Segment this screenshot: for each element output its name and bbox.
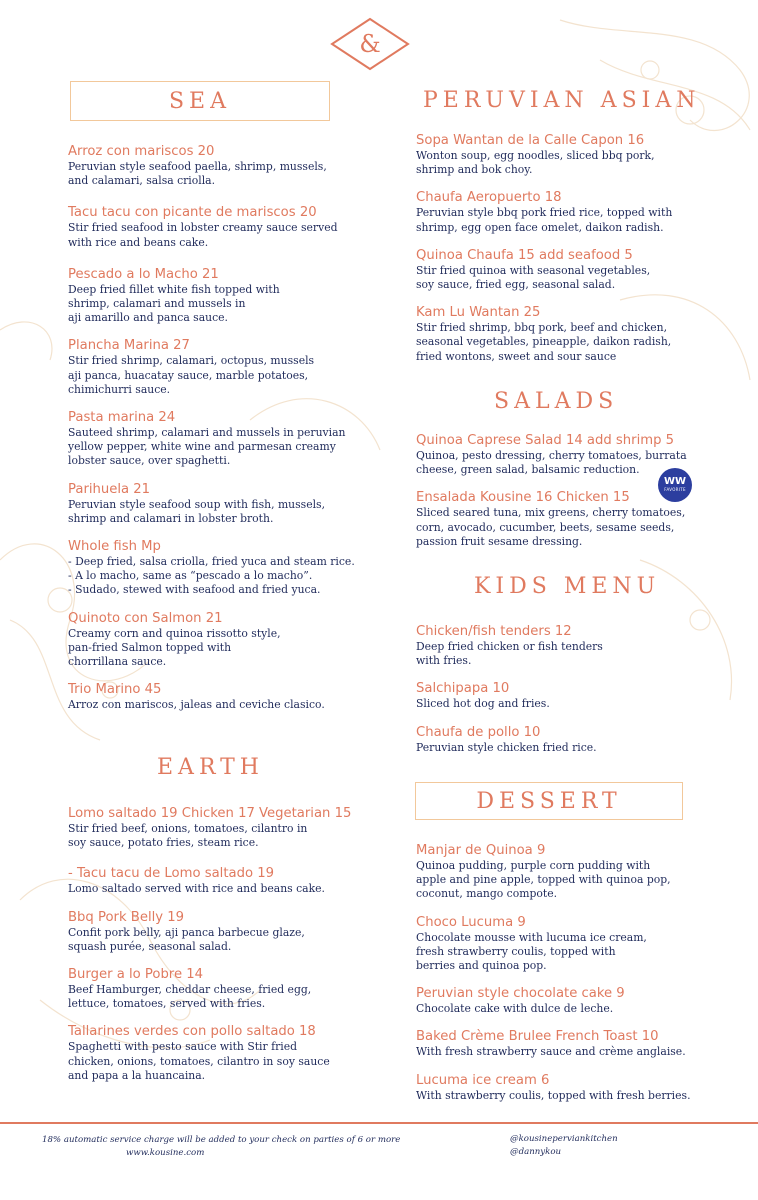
item-name: Lucuma ice cream 6 [416,1072,550,1088]
item-desc-line: Deep fried fillet white fish topped with [68,282,280,296]
item-desc-line: and papa a la huancaina. [68,1068,206,1082]
item-desc-line: Stir fried seafood in lobster creamy sauce served [68,221,338,235]
menu-item [68,410,355,469]
ampersand-logo-mark: & [359,30,381,58]
item-desc-line: lettuce, tomatoes, served with fries. [68,997,266,1011]
sea-title-text: SEA [168,88,232,114]
restaurant-logo [330,17,410,71]
item-desc-line: Creamy corn and quinoa rissotto style, [68,626,281,640]
menu-item [68,806,351,850]
item-name: Tallarines verdes con pollo saltado 18 [68,1024,316,1040]
menu-item [416,915,691,974]
footer-divider [0,1122,758,1124]
service-charge-note: 18% automatic service charge will be added to your check on parties of 6 or more [42,1135,401,1145]
item-desc-line: fried wontons, sweet and sour sauce [416,349,617,363]
item-desc-line: Beef Hamburger, cheddar cheese, fried egg, [68,983,312,997]
item-desc-line: Wonton soup, egg noodles, sliced bbq pork, [416,149,655,162]
item-name: Choco Lucuma 9 [416,914,526,930]
item-desc-line: Chocolate cake with dulce de leche. [416,1002,614,1016]
item-desc-line: apple and pine apple, topped with quinoa pop, [416,873,671,887]
menu-item [416,986,691,1016]
item-name: Sopa Wantan de la Calle Capon 16 [416,133,645,148]
menu-item [68,910,351,954]
item-desc-line: soy sauce, potato fries, steam rice. [68,836,259,850]
item-name: Tacu tacu con picante de mariscos 20 [68,205,317,221]
item-desc-line: shrimp, egg open face omelet, daikon radish. [416,220,664,234]
item-desc-line: berries and quinoa pop. [416,959,547,973]
item-name: Chaufa de pollo 10 [416,724,541,740]
item-desc-line: and calamari, salsa criolla. [68,174,216,188]
kids-menu-section-title: KIDS MENU [474,574,661,599]
item-name: Chaufa Aeropuerto 18 [416,190,562,206]
earth-section-title: EARTH [157,755,264,780]
item-desc-line: - A lo macho, same as “pescado a lo macho”. [68,569,313,583]
menu-item [68,866,351,896]
item-name: - Tacu tacu de Lomo saltado 19 [68,866,275,882]
item-desc-line: with rice and beans cake. [68,235,209,249]
item-name: Plancha Marina 27 [68,338,190,354]
item-desc-line: - Deep fried, salsa criolla, fried yuca and steam rice. [68,555,355,569]
salads-menu-list [416,433,687,549]
item-name: Parihuela 21 [68,481,151,497]
item-desc-line: - Sudado, stewed with seafood and fried yuca. [68,583,321,597]
item-name: Burger a lo Pobre 14 [68,967,204,983]
menu-item [68,682,355,712]
ww-badge-caption: FAVORITE [664,487,686,492]
item-name: Chicken/fish tenders 12 [416,624,572,639]
item-name: Manjar de Quinoa 9 [416,843,546,858]
item-desc-line: Stir fried shrimp, calamari, octopus, mussels [68,354,315,368]
item-desc-line: Peruvian style seafood paella, shrimp, mussels, [68,160,327,173]
item-name: Trio Marino 45 [68,682,162,698]
menu-item [68,205,355,249]
item-desc-line: pan-fried Salmon topped with [68,640,232,654]
item-desc-line: aji panca, huacatay sauce, marble potatoes, [68,368,309,382]
menu-item [416,1029,691,1059]
menu-item [416,190,672,234]
sea-menu-list [68,144,355,712]
menu-item [416,133,672,177]
menu-item [416,433,687,477]
item-desc-line: with fries. [416,654,472,668]
item-desc-line: coconut, mango compote. [416,887,558,901]
earth-menu-list [68,806,351,1083]
kids-menu-list [416,624,603,755]
item-name: Quinoa Caprese Salad 14 add shrimp 5 [416,433,675,448]
item-name: Lomo saltado 19 Chicken 17 Vegetarian 15 [68,806,352,821]
menu-item [68,1024,351,1083]
menu-item [416,725,603,755]
item-desc-line: seasonal vegetables, pineapple, daikon radish, [416,335,672,349]
item-name: Kam Lu Wantan 25 [416,305,541,321]
dessert-title-text: DESSERT [476,788,622,814]
menu-item [416,624,603,668]
menu-item [416,490,687,549]
menu-item [416,248,672,292]
menu-item [416,843,691,902]
peruvian-asian-section-title: PERUVIAN ASIAN [423,88,701,113]
menu-item [416,1073,691,1103]
item-desc-line: shrimp and calamari in lobster broth. [68,511,274,525]
item-desc-line: Sliced seared tuna, mix greens, cherry tomatoes, [416,506,686,520]
item-desc-line: chorrillana sauce. [68,655,167,669]
item-desc-line: fresh strawberry coulis, topped with [416,944,616,958]
item-desc-line: Arroz con mariscos, jaleas and ceviche clasico. [68,698,325,712]
item-desc-line: Peruvian style chicken fried rice. [416,740,597,754]
menu-item [68,539,355,598]
item-desc-line: soy sauce, fried egg, seasonal salad. [416,278,616,292]
item-name: Pescado a lo Macho 21 [68,266,219,282]
website-link[interactable]: www.kousine.com [126,1148,205,1158]
item-name: Pasta marina 24 [68,410,176,426]
item-desc-line: aji amarillo and panca sauce. [68,311,228,325]
menu-item [68,144,355,188]
item-desc-line: Stir fried quinoa with seasonal vegetables, [416,263,651,277]
sea-section-title [70,81,330,121]
item-desc-line: squash purée, seasonal salad. [68,939,232,953]
item-desc-line: Spaghetti with pesto sauce with Stir fried [68,1040,298,1054]
peruvian-asian-menu-list [416,133,672,364]
item-desc-line: With fresh strawberry sauce and crème anglaise. [416,1045,686,1059]
item-desc-line: Deep fried chicken or fish tenders [416,640,603,653]
item-desc-line: lobster sauce, over spaghetti. [68,454,231,468]
item-name: Peruvian style chocolate cake 9 [416,986,625,1002]
menu-item [416,305,672,364]
chef-handle[interactable]: @dannykou [510,1147,562,1157]
menu-item [68,967,351,1011]
item-desc-line: Quinoa pudding, purple corn pudding with [416,859,651,872]
item-name: Whole fish Mp [68,539,161,555]
ww-favorite-badge [658,468,692,502]
item-desc-line: Peruvian style seafood soup with fish, mussels, [68,497,326,511]
dessert-menu-list [416,843,691,1103]
salads-section-title: SALADS [494,389,619,414]
item-name: Arroz con mariscos 20 [68,144,215,159]
item-desc-line: Chocolate mousse with lucuma ice cream, [416,930,647,944]
item-name: Ensalada Kousine 16 Chicken 15 [416,490,630,506]
item-desc-line: Confit pork belly, aji panca barbecue glaze, [68,925,305,939]
item-desc-line: yellow pepper, white wine and parmesan creamy [68,440,336,454]
item-desc-line: With strawberry coulis, topped with fresh berries. [416,1088,691,1102]
item-name: Baked Crème Brulee French Toast 10 [416,1029,659,1045]
item-desc-line: Quinoa, pesto dressing, cherry tomatoes, burrata [416,449,687,462]
ww-badge-mark: WW [663,476,687,487]
item-desc-line: chicken, onions, tomatoes, cilantro in soy sauce [68,1054,330,1068]
item-desc-line: shrimp and bok choy. [416,163,533,177]
item-name: Bbq Pork Belly 19 [68,909,185,925]
menu-item [416,681,603,711]
item-desc-line: Stir fried beef, onions, tomatoes, cilantro in [68,822,308,835]
item-name: Quinoa Chaufa 15 add seafood 5 [416,247,633,263]
item-desc-line: Lomo saltado served with rice and beans cake. [68,882,325,896]
dessert-section-title [415,782,683,820]
menu-item [68,482,355,526]
item-desc-line: chimichurri sauce. [68,382,171,396]
item-desc-line: Stir fried shrimp, bbq pork, beef and chicken, [416,321,668,335]
item-desc-line: Sauteed shrimp, calamari and mussels in peruvian [68,426,346,440]
item-name: Salchipapa 10 [416,681,510,697]
item-desc-line: cheese, green salad, balsamic reduction. [416,463,640,477]
item-desc-line: corn, avocado, cucumber, beets, sesame seeds, [416,520,675,534]
item-desc-line: Sliced hot dog and fries. [416,697,550,711]
item-name: Quinoto con Salmon 21 [68,610,223,626]
menu-item [68,611,355,670]
item-desc-line: passion fruit sesame dressing. [416,534,583,548]
menu-item [68,338,355,397]
menu-item [68,267,355,326]
instagram-handle[interactable]: @kousineperviankitchen [510,1134,618,1144]
item-desc-line: shrimp, calamari and mussels in [68,297,246,311]
item-desc-line: Peruvian style bbq pork fried rice, topped with [416,206,673,220]
